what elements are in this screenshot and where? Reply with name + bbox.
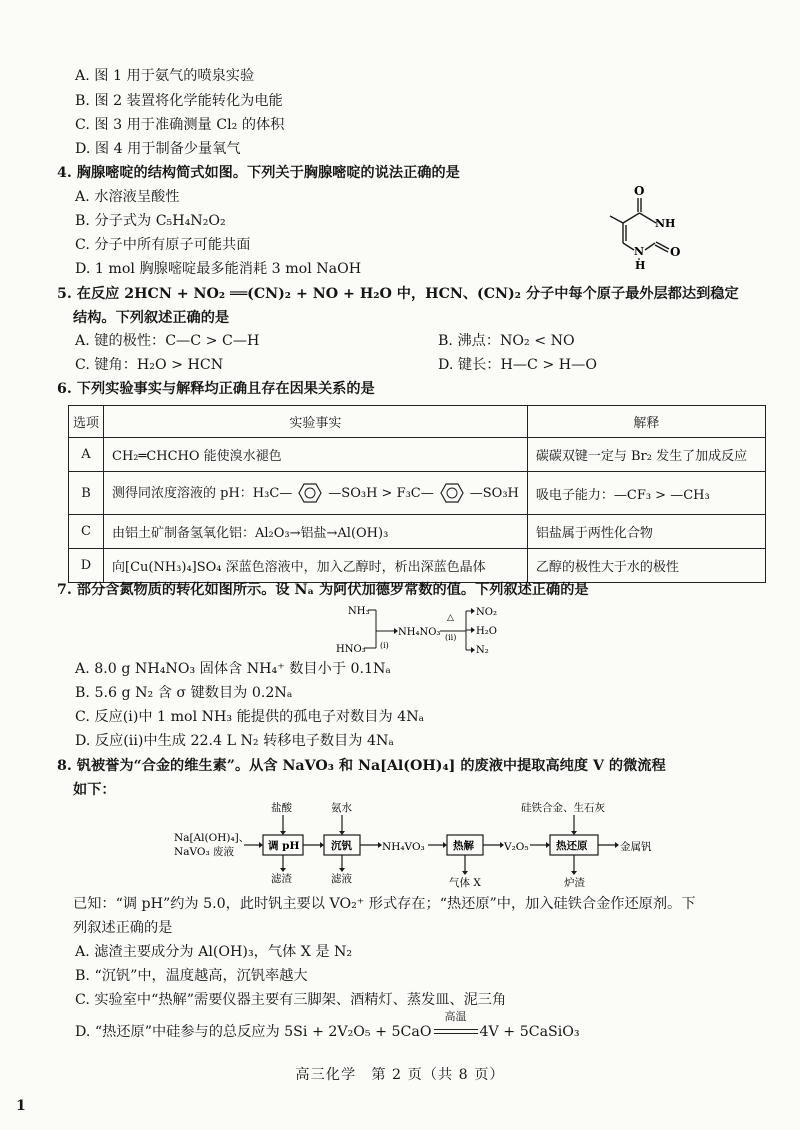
q8-known-line2: 列叙述正确的是 [73,920,173,936]
flow-box-4-label: 热还原 [556,840,588,852]
table-header-row [69,406,766,438]
row-b-fact-post: —SO₃H [469,485,519,501]
q4-option-a: A. 水溶液呈酸性 [75,189,180,205]
q5-option-b: B. 沸点：NO₂ < NO [438,333,575,349]
row-b-fact-mid: —SO₃H > F₃C— [328,485,434,501]
q6-stem: 6. 下列实验事实与解释均正确且存在因果关系的是 [57,381,375,397]
q5-stem-line2: 结构。下列叙述正确的是 [73,310,230,326]
flow-feed-1: Na[Al(OH)₄]、 [174,832,250,844]
q5-option-a: A. 键的极性：C—C > C—H [75,333,260,349]
q5-option-c: C. 键角：H₂O > HCN [75,357,224,373]
option-prev-c: C. 图 3 用于准确测量 Cl₂ 的体积 [75,117,285,133]
q4-option-c: C. 分子中所有原子可能共面 [75,237,251,253]
q6-table [68,405,766,583]
q8-stem-line1: 8. 钒被誉为“合金的维生素”。从含 NaVO₃ 和 Na[Al(OH)₄] 的废液中提取高纯度 V 的微流程 [57,758,666,774]
struct-o-top: O [634,184,645,198]
q7-option-d: D. 反应(ii)中生成 22.4 L N₂ 转移电子数目为 4Nₐ [75,733,394,749]
q7-option-c: C. 反应(i)中 1 mol NH₃ 能提供的孤电子对数目为 4Nₐ [75,709,425,725]
q8-option-d [75,1010,580,1042]
flow-in-2: 氨水 [331,802,352,814]
flow-box-1-label: 调 pH [268,840,300,852]
q4-option-b: B. 分子式为 C₅H₄N₂O₂ [75,213,226,229]
reaction-condition-label: 高温 [444,1010,467,1023]
row-d-option: D [69,549,104,583]
table-row [69,515,766,549]
flow-box-3-label: 热解 [453,840,474,852]
row-b-fact-pre: 测得同浓度溶液的 pH：H₃C— [112,485,293,501]
q8-option-d-pre: D. “热还原”中硅参与的总反应为 5Si + 2V₂O₅ + 5CaO [75,1024,432,1040]
header-option: 选项 [69,406,104,438]
diag-step1: (i) [380,641,389,650]
q8-stem-line2: 如下： [73,782,116,798]
struct-o-right: O [670,245,681,259]
struct-h: H [635,259,646,272]
struct-nh: NH [655,217,676,230]
q7-diagram [330,600,530,658]
diag-nh3: NH₃ [348,606,370,617]
row-c-option: C [69,515,104,549]
diag-p2: H₂O [476,626,497,637]
thymine-structure [600,180,700,280]
flow-product: 金属钒 [620,841,652,853]
diag-step2: (ii) [445,633,457,642]
q7-stem: 7. 部分含氮物质的转化如图所示。设 Nₐ 为阿伏加德罗常数的值。下列叙述正确的是 [57,582,589,598]
q7-option-b: B. 5.6 g N₂ 含 σ 键数目为 0.2Nₐ [75,685,293,701]
flow-mid-1: NH₄VO₃ [382,841,425,853]
q4-stem: 4. 胸腺嘧啶的结构简式如图。下列关于胸腺嘧啶的说法正确的是 [57,165,460,181]
row-d-fact: 向[Cu(NH₃)₄]SO₄ 深蓝色溶液中，加入乙醇时，析出深蓝色晶体 [104,549,528,583]
table-row [69,438,766,472]
row-a-explain: 碳碳双键一定与 Br₂ 发生了加成反应 [527,438,765,472]
row-b-fact [104,472,528,515]
row-b-explain: 吸电子能力：—CF₃ > —CH₃ [527,472,765,515]
q5-stem-line1: 5. 在反应 2HCN + NO₂ ══(CN)₂ + NO + H₂O 中，HCN、(CN)₂ 分子中每个原子最外层都达到稳定 [57,286,739,302]
flow-mid-2: V₂O₅ [504,841,529,853]
flow-out-2: 滤液 [331,873,352,885]
diag-p1: NO₂ [476,607,497,618]
q5-option-d: D. 键长：H—C > H—O [438,357,597,373]
benzene-ring-icon [292,482,328,504]
margin-mark: 1 [16,1098,26,1114]
row-a-fact: CH₂═CHCHO 能使溴水褪色 [104,438,528,472]
row-c-explain: 铝盐属于两性化合物 [527,515,765,549]
q8-option-a: A. 滤渣主要成分为 Al(OH)₃，气体 X 是 N₂ [75,944,353,960]
option-prev-d: D. 图 4 用于制备少量氧气 [75,141,241,157]
option-prev-b: B. 图 2 装置将化学能转化为电能 [75,93,283,109]
flow-out-4: 炉渣 [564,877,585,889]
benzene-ring-icon [434,482,470,504]
q7-option-a: A. 8.0 g NH₄NO₃ 固体含 NH₄⁺ 数目小于 0.1Nₐ [75,661,391,677]
diag-heat: △ [447,613,454,623]
q8-option-b: B. “沉钒”中，温度越高，沉钒率越大 [75,968,308,984]
reaction-condition [434,1010,478,1039]
flow-feed-2: NaVO₃ 废液 [174,846,235,858]
flow-in-1: 盐酸 [271,802,292,814]
q8-flow-diagram [160,798,680,890]
struct-n: N [634,245,645,258]
header-explain: 解释 [527,406,765,438]
flow-out-1: 滤渣 [271,873,292,885]
flow-in-3: 硅铁合金、生石灰 [521,802,605,814]
q8-option-c: C. 实验室中“热解”需要仪器主要有三脚架、酒精灯、蒸发皿、泥三角 [75,992,507,1008]
option-prev-a: A. 图 1 用于氨气的喷泉实验 [75,68,255,84]
table-row [69,549,766,583]
table-row [69,472,766,515]
flow-out-3: 气体 X [449,877,481,889]
page-footer: 高三化学 第 2 页（共 8 页） [295,1067,505,1083]
q8-option-d-post: 4V + 5CaSiO₃ [479,1024,580,1040]
diag-p3: N₂ [476,645,489,656]
diag-nh4no3: NH₄NO₃ [398,627,441,638]
row-b-option: B [69,472,104,515]
row-a-option: A [69,438,104,472]
row-c-fact: 由铝土矿制备氢氧化铝：Al₂O₃→铝盐→Al(OH)₃ [104,515,528,549]
q8-known-line1: 已知：“调 pH”约为 5.0，此时钒主要以 VO₂⁺ 形式存在；“热还原”中，加入硅铁合金作还原剂。下 [73,896,696,912]
header-fact: 实验事实 [104,406,528,438]
q4-option-d: D. 1 mol 胸腺嘧啶最多能消耗 3 mol NaOH [75,261,362,277]
flow-box-2-label: 沉钒 [331,840,352,852]
diag-hno3: HNO₃ [336,644,366,655]
row-d-explain: 乙醇的极性大于水的极性 [527,549,765,583]
